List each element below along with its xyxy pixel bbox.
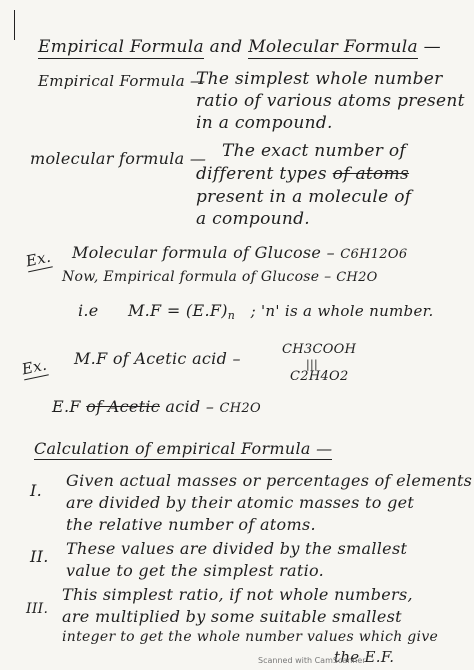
- calc-item1-num: I.: [30, 481, 43, 500]
- molecular-def-line1: The exact number of: [222, 141, 407, 161]
- calc-item3-line4: the E.F.: [334, 648, 395, 666]
- glucose-formula: C6H12O6: [340, 247, 408, 262]
- molecular-def-line3: present in a molecule of: [196, 187, 412, 207]
- acetic-formula-alt: C2H4O2: [290, 369, 349, 384]
- example1-line1: [72, 244, 407, 264]
- example2-line2: [52, 398, 261, 418]
- calc-item2-num: II.: [30, 547, 49, 566]
- empirical-label: Empirical Formula —: [38, 72, 206, 90]
- calc-item3-line3: integer to get the whole number values which give: [62, 629, 439, 645]
- heading-molecular: Molecular Formula: [248, 37, 418, 57]
- mf-subscript: n: [227, 309, 236, 322]
- acetic-ef-formula: CH2O: [219, 401, 261, 416]
- heading-and: and: [209, 37, 243, 57]
- page-heading: [38, 38, 441, 56]
- example1-text2: Now, Empirical formula of Glucose –: [62, 269, 332, 285]
- calc-item2-line2: value to get the simplest ratio.: [66, 561, 325, 580]
- calc-heading: [34, 440, 332, 458]
- molecular-def-line2a: different types: [196, 164, 327, 184]
- calc-item1-line3: the relative number of atoms.: [66, 515, 316, 534]
- calc-item3-line1: This simplest ratio, if not whole numbers,: [62, 585, 413, 604]
- calc-heading-text: Calculation of empirical Formula —: [34, 439, 333, 458]
- molecular-label: molecular formula —: [30, 149, 207, 168]
- mf-equation: M.F = (E.F): [127, 301, 228, 320]
- calc-item2-line1: These values are divided by the smallest: [66, 539, 408, 558]
- calc-item1-line2: are divided by their atomic masses to get: [66, 493, 415, 512]
- scanner-watermark: Scanned with CamScanner: [258, 656, 366, 665]
- molecular-def-line2: [196, 165, 409, 183]
- ie-label: i.e: [78, 301, 99, 320]
- calc-item1-line1: Given actual masses or percentages of elements: [66, 471, 473, 490]
- example2-line1: M.F of Acetic acid –: [74, 349, 241, 368]
- calc-item3-num: III.: [26, 601, 49, 617]
- ef-label: E.F: [52, 397, 81, 416]
- example1-line3: [78, 302, 434, 325]
- example2-label: Ex.: [20, 355, 49, 379]
- heading-empirical: Empirical Formula: [38, 37, 204, 57]
- equals-mark: |||: [306, 358, 319, 371]
- acetic-formula: CH3COOH: [282, 342, 357, 357]
- example1-label: Ex.: [24, 247, 53, 271]
- heading-dash: —: [423, 37, 441, 57]
- example1-text: Molecular formula of Glucose –: [72, 243, 335, 262]
- example1-line2: [62, 268, 378, 287]
- empirical-def-line1: The simplest whole number: [196, 69, 443, 89]
- calc-item3-line2: are multiplied by some suitable smallest: [62, 607, 402, 626]
- ef-acid: acid –: [165, 397, 215, 416]
- glucose-ef-formula: CH2O: [336, 270, 378, 285]
- ef-struck: of Acetic: [86, 397, 161, 416]
- molecular-def-line2-struck: of atoms: [332, 164, 410, 184]
- empirical-def-line2: ratio of various atoms present: [196, 91, 465, 111]
- margin-mark: [14, 10, 15, 40]
- n-note: ; 'n' is a whole number.: [250, 302, 434, 320]
- empirical-def-line3: in a compound.: [196, 113, 333, 133]
- molecular-def-line4: a compound.: [196, 209, 311, 229]
